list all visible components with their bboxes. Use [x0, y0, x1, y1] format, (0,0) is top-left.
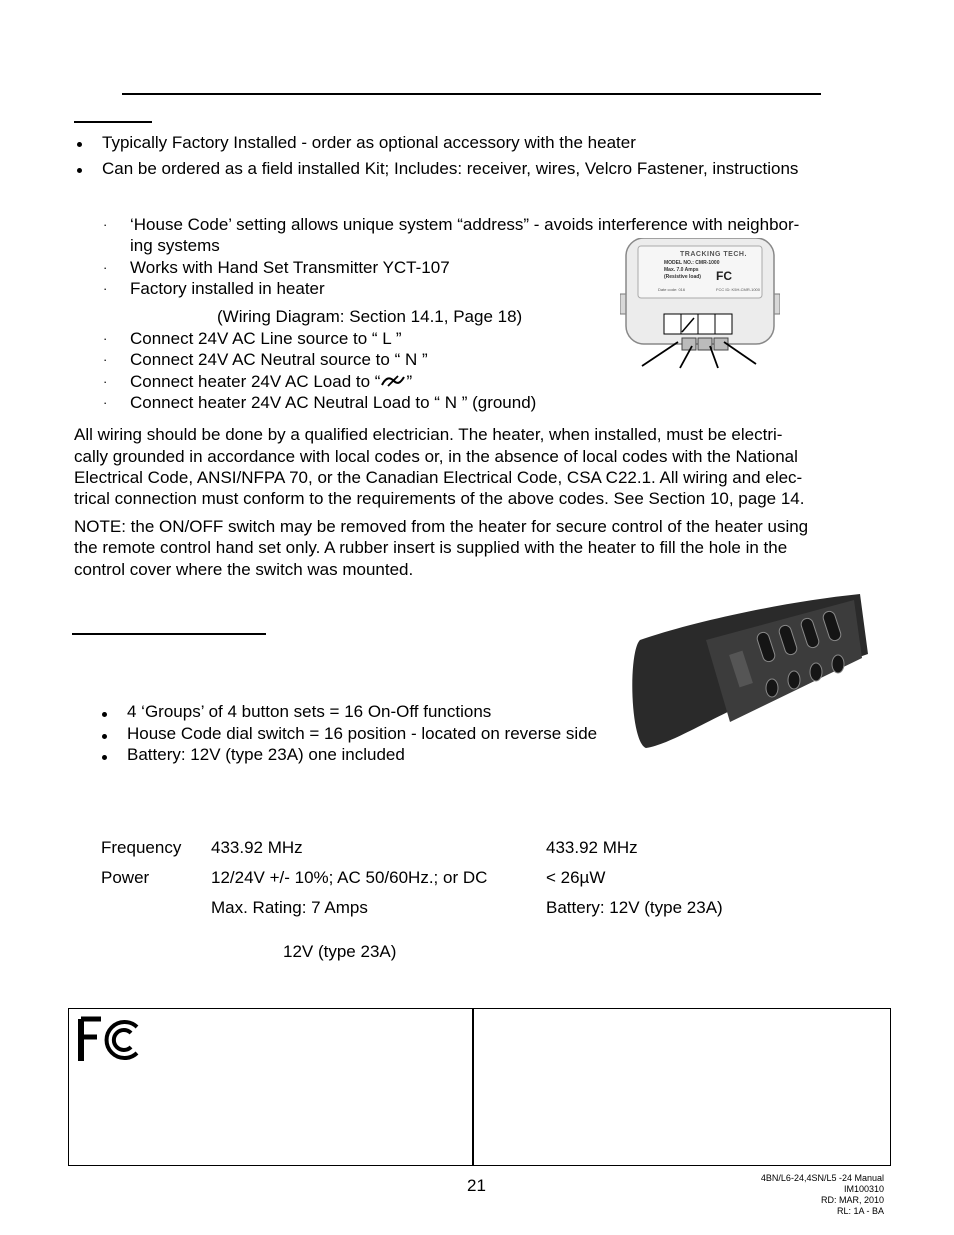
footer-rd: RD: MAR, 2010 — [820, 1195, 884, 1205]
page-number: 21 — [467, 1176, 486, 1195]
spec-label: Power — [101, 868, 150, 887]
fcc-logo-icon: FC — [716, 269, 732, 283]
list-item: Connect 24V AC Neutral source to “ N ” — [130, 350, 428, 369]
receiver-label-brand: TRACKING TECH. — [680, 251, 747, 258]
paragraph-line: control cover where the switch was mounted. — [74, 560, 414, 579]
paragraph-line: the remote control hand set only. A rubber insert is supplied with the heater to fill the hole in the — [74, 538, 788, 557]
spec-transmitter-value: 433.92 MHz — [546, 838, 638, 857]
wiring-diagram-reference: (Wiring Diagram: Section 14.1, Page 18) — [217, 307, 523, 326]
bullet-marker: · — [103, 331, 108, 346]
bullet-marker: · — [103, 217, 108, 232]
list-item: Connect heater 24V AC Neutral Load to “ N ” (ground) — [130, 393, 537, 412]
bullet-marker: · — [103, 352, 108, 367]
paragraph-line: Electrical Code, ANSI/NFPA 70, or the Canadian Electrical Code, CSA C22.1. All wiring and elec- — [74, 468, 803, 487]
remote-transmitter-image — [622, 592, 868, 752]
list-item: Factory installed in heater — [130, 279, 325, 298]
fcc-info-box — [472, 1008, 891, 1166]
paragraph-line: cally grounded in accordance with local codes or, in the absence of local codes with the National — [74, 447, 798, 466]
paragraph-line: NOTE: the ON/OFF switch may be removed from the heater for secure control of the heater using — [74, 517, 809, 536]
list-item: Works with Hand Set Transmitter YCT-107 — [130, 258, 450, 277]
spec-transmitter-value: < 26µW — [546, 868, 606, 887]
fcc-logo-icon — [75, 1015, 147, 1070]
bullet-marker: · — [103, 260, 108, 275]
bullet-marker: · — [103, 374, 108, 389]
paragraph-line: trical connection must conform to the requirements of the above codes. See Section 10, page 14. — [74, 489, 805, 508]
footer-manual: 4BN/L6-24,4SN/L5 -24 Manual — [760, 1173, 884, 1183]
receiver-label-rating: Max. 7.0 Amps — [664, 267, 699, 273]
paragraph-line: All wiring should be done by a qualified electrician. The heater, when installed, must be electri- — [74, 425, 783, 444]
spec-receiver-value: Max. Rating: 7 Amps — [211, 898, 368, 917]
list-item: ‘House Code’ setting allows unique system “address” - avoids interference with neighbor- — [130, 215, 800, 234]
receiver-label-date: Date code: 016 — [658, 287, 686, 292]
receiver-label-load: (Resistive load) — [664, 274, 701, 280]
list-item: Battery: 12V (type 23A) one included — [127, 745, 405, 764]
bullet-marker: · — [103, 395, 108, 410]
spec-receiver-value: 12/24V +/- 10%; AC 50/60Hz.; or DC — [211, 868, 488, 887]
spec-transmitter-value: Battery: 12V (type 23A) — [546, 898, 723, 917]
list-item-continuation: ing systems — [130, 236, 220, 255]
fcc-notice-box — [68, 1008, 474, 1166]
list-item: Connect 24V AC Line source to “ L ” — [130, 329, 402, 348]
receiver-module-image — [620, 238, 780, 370]
bullet-marker — [102, 734, 107, 739]
transmitter-bullet-list — [0, 0, 628, 800]
list-item: House Code dial switch = 16 position - located on reverse side — [127, 724, 598, 743]
spec-label: Frequency — [101, 838, 182, 857]
spec-battery-value: 12V (type 23A) — [283, 942, 397, 961]
list-item-text: ” — [406, 372, 413, 391]
footer-manual-info — [700, 1173, 884, 1217]
bullet-marker: · — [103, 281, 108, 296]
receiver-label-fccid: FCC ID: K5H-CMR-1000 — [716, 287, 761, 292]
spec-receiver-value: 433.92 MHz — [211, 838, 303, 857]
bullet-marker — [102, 712, 107, 717]
bullet-marker — [102, 755, 107, 760]
footer-im: IM100310 — [843, 1184, 884, 1194]
receiver-label-model: MODEL NO.: CMR-1000 — [664, 260, 720, 266]
footer-rl: RL: 1A - BA — [836, 1206, 884, 1216]
list-item: Can be ordered as a field installed Kit; Includes: receiver, wires, Velcro Fastener, instructions — [102, 159, 799, 178]
list-item: 4 ‘Groups’ of 4 button sets = 16 On-Off functions — [127, 702, 492, 721]
list-item-text: Connect heater 24V AC Load to “ — [130, 372, 381, 391]
list-item: Typically Factory Installed - order as optional accessory with the heater — [102, 133, 636, 152]
